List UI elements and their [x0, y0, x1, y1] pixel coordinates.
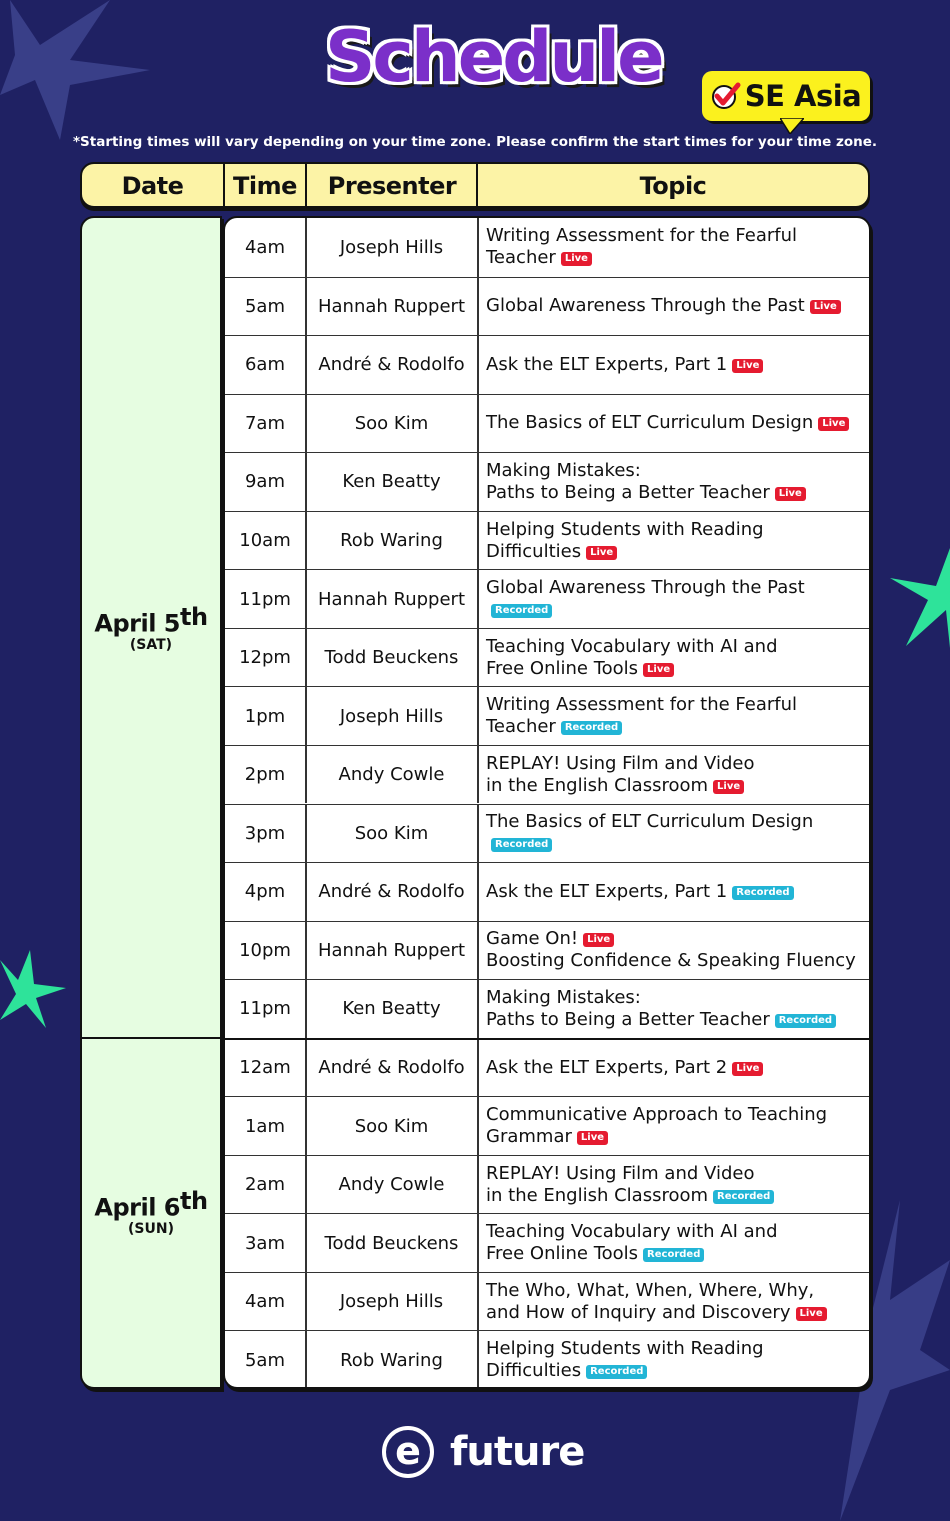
live-badge: Live: [586, 546, 617, 560]
live-badge: Live: [732, 359, 763, 373]
topic-line: Teacher: [486, 247, 556, 269]
table-row: [225, 979, 869, 1038]
session-presenter: Joseph Hills: [339, 1291, 444, 1313]
table-row: [225, 745, 869, 804]
topic-line: Teaching Vocabulary with AI and: [486, 635, 778, 657]
weekday-label: (SAT): [129, 637, 173, 654]
column-header-presenter: Presenter: [327, 172, 457, 200]
star-decoration-top-left: [0, 0, 160, 140]
session-presenter: Joseph Hills: [339, 236, 444, 258]
session-time: 5am: [244, 295, 286, 317]
date-suffix: th: [180, 603, 208, 631]
live-badge: Live: [583, 933, 614, 947]
recorded-badge: Recorded: [775, 1014, 836, 1028]
topic-line: Boosting Confidence & Speaking Fluency: [486, 950, 856, 972]
session-time: 11pm: [239, 998, 291, 1020]
session-presenter: Ken Beatty: [342, 471, 441, 493]
topic-line: Ask the ELT Experts, Part 2: [486, 1056, 728, 1078]
divider: [477, 1040, 479, 1097]
topic-line: and How of Inquiry and Discovery: [486, 1301, 791, 1323]
session-topic: [486, 1097, 866, 1155]
topic-line: Free Online Tools: [486, 1243, 639, 1265]
table-row: [225, 1272, 869, 1331]
topic-line: Ask the ELT Experts, Part 1: [486, 353, 728, 375]
session-presenter: Joseph Hills: [339, 705, 444, 727]
divider: [477, 687, 479, 745]
divider: [477, 1331, 479, 1389]
session-topic: [486, 395, 866, 453]
session-time: 11pm: [239, 588, 291, 610]
session-time: 7am: [244, 412, 286, 434]
live-badge: Live: [713, 780, 744, 794]
session-topic: [486, 1273, 866, 1331]
logo-mark: e: [382, 1426, 434, 1478]
schedule-table: [223, 216, 871, 1389]
region-tag: [702, 71, 870, 121]
topic-line: The Who, What, When, Where, Why,: [486, 1279, 815, 1301]
table-row: [225, 804, 869, 863]
session-topic: [486, 629, 866, 687]
session-topic: [486, 1156, 866, 1214]
session-presenter: Soo Kim: [354, 1115, 429, 1137]
date-cell-day-2: [80, 1037, 222, 1389]
recorded-badge: Recorded: [586, 1365, 647, 1379]
timezone-note: *Starting times will vary depending on your time zone. Please confirm the start times for your time zone.: [72, 134, 878, 150]
session-time: 4am: [244, 1291, 286, 1313]
session-presenter: Todd Beuckens: [324, 1232, 459, 1254]
divider: [477, 1273, 479, 1331]
session-topic: [486, 922, 866, 980]
star-decoration-right-green: [888, 548, 950, 648]
session-time: 12am: [239, 1057, 291, 1079]
session-time: 4am: [244, 236, 286, 258]
divider: [477, 805, 479, 863]
session-topic: [486, 1331, 866, 1389]
session-presenter: Hannah Ruppert: [317, 939, 466, 961]
divider: [477, 395, 479, 453]
session-time: 3pm: [244, 822, 286, 844]
table-row: [225, 511, 869, 570]
divider: [477, 570, 479, 628]
topic-line: Paths to Being a Better Teacher: [486, 1008, 770, 1030]
session-time: 2pm: [244, 764, 286, 786]
divider: [477, 980, 479, 1038]
topic-line: Making Mistakes:: [486, 459, 641, 481]
column-header-date: Date: [121, 172, 184, 200]
table-row: [225, 569, 869, 628]
topic-line: in the English Classroom: [486, 1184, 709, 1206]
recorded-badge: Recorded: [561, 721, 622, 735]
divider: [477, 629, 479, 687]
session-presenter: Andy Cowle: [338, 764, 445, 786]
date-cell-day-1: [80, 216, 222, 1039]
divider: [477, 453, 479, 511]
live-badge: Live: [732, 1062, 763, 1076]
session-time: 1pm: [244, 705, 286, 727]
topic-line: in the English Classroom: [486, 774, 709, 796]
session-topic: [486, 687, 866, 745]
live-badge: Live: [561, 252, 592, 266]
divider: [477, 336, 479, 394]
session-presenter: Todd Beuckens: [324, 647, 459, 669]
session-topic: [486, 278, 866, 336]
date-label: April 6: [94, 1193, 181, 1222]
column-header-topic: Topic: [639, 172, 707, 200]
live-badge: Live: [796, 1307, 827, 1321]
date-label: April 5: [94, 609, 181, 638]
session-time: 6am: [244, 354, 286, 376]
divider: [477, 922, 479, 980]
star-decoration-left-green: [0, 950, 66, 1030]
topic-line: Helping Students with Reading: [486, 1338, 764, 1360]
session-topic: [486, 1040, 866, 1097]
session-presenter: Hannah Ruppert: [317, 295, 466, 317]
logo-text: future: [450, 1429, 585, 1475]
table-row: [225, 628, 869, 687]
session-topic: [486, 980, 866, 1038]
divider: [477, 278, 479, 336]
session-presenter: André & Rodolfo: [318, 354, 465, 376]
table-row: [225, 394, 869, 453]
session-time: 1am: [244, 1115, 286, 1137]
topic-line: REPLAY! Using Film and Video: [486, 752, 755, 774]
table-row: [225, 1213, 869, 1272]
recorded-badge: Recorded: [643, 1248, 704, 1262]
table-row: [225, 921, 869, 980]
session-presenter: Andy Cowle: [338, 1174, 445, 1196]
recorded-badge: Recorded: [713, 1190, 774, 1204]
topic-line: The Basics of ELT Curriculum Design: [486, 811, 814, 833]
session-topic: [486, 218, 866, 277]
topic-line: Game On!: [486, 928, 579, 950]
efuture-logo: [382, 1424, 585, 1482]
table-row: [225, 452, 869, 511]
live-badge: Live: [643, 663, 674, 677]
session-presenter: Soo Kim: [354, 822, 429, 844]
live-badge: Live: [818, 417, 849, 431]
topic-line: The Basics of ELT Curriculum Design: [486, 412, 814, 434]
weekday-label: (SUN): [128, 1221, 174, 1238]
live-badge: Live: [577, 1131, 608, 1145]
table-row: [225, 686, 869, 745]
topic-line: Grammar: [486, 1126, 572, 1148]
divider: [477, 512, 479, 570]
checkmark-icon: [711, 81, 741, 111]
topic-line: Teacher: [486, 716, 556, 738]
speech-tail-icon: [780, 118, 804, 134]
topic-line: Difficulties: [486, 1360, 582, 1382]
session-topic: [486, 453, 866, 511]
table-row: [225, 862, 869, 921]
session-topic: [486, 336, 866, 394]
session-time: 2am: [244, 1174, 286, 1196]
session-presenter: Hannah Ruppert: [317, 588, 466, 610]
topic-line: Teaching Vocabulary with AI and: [486, 1221, 778, 1243]
topic-line: Writing Assessment for the Fearful: [486, 225, 798, 247]
live-badge: Live: [775, 487, 806, 501]
recorded-badge: Recorded: [491, 604, 552, 618]
divider: [477, 1156, 479, 1214]
divider: [477, 1214, 479, 1272]
session-time: 3am: [244, 1232, 286, 1254]
page-title: Schedule: [325, 16, 662, 98]
session-presenter: Soo Kim: [354, 412, 429, 434]
divider: [477, 863, 479, 921]
divider: [477, 1097, 479, 1155]
table-row: [225, 335, 869, 394]
table-row: [225, 1155, 869, 1214]
session-topic: [486, 1214, 866, 1272]
table-row: [225, 218, 869, 277]
table-row: [225, 277, 869, 336]
session-topic: [486, 805, 866, 863]
recorded-badge: Recorded: [491, 838, 552, 852]
topic-line: REPLAY! Using Film and Video: [486, 1162, 755, 1184]
session-topic: [486, 570, 866, 628]
table-header: [80, 162, 870, 208]
topic-line: Global Awareness Through the Past: [486, 577, 805, 599]
table-row: [225, 1330, 869, 1389]
column-header-time: Time: [233, 172, 297, 200]
divider: [477, 218, 479, 277]
session-presenter: Rob Waring: [340, 1349, 443, 1371]
session-time: 4pm: [244, 881, 286, 903]
topic-line: Making Mistakes:: [486, 986, 641, 1008]
live-badge: Live: [810, 300, 841, 314]
table-row: [225, 1096, 869, 1155]
topic-line: Communicative Approach to Teaching: [486, 1104, 828, 1126]
session-topic: [486, 863, 866, 921]
divider: [477, 746, 479, 804]
topic-line: Difficulties: [486, 540, 582, 562]
table-row: [225, 1038, 869, 1097]
topic-line: Helping Students with Reading: [486, 518, 764, 540]
topic-line: Global Awareness Through the Past: [486, 295, 805, 317]
topic-line: Writing Assessment for the Fearful: [486, 694, 798, 716]
session-presenter: André & Rodolfo: [318, 1057, 465, 1079]
date-suffix: th: [180, 1187, 208, 1215]
region-label: SE Asia: [744, 79, 862, 113]
session-time: 9am: [244, 471, 286, 493]
session-presenter: Ken Beatty: [342, 998, 441, 1020]
session-time: 12pm: [239, 647, 291, 669]
session-presenter: Rob Waring: [340, 530, 443, 552]
session-topic: [486, 746, 866, 804]
recorded-badge: Recorded: [732, 886, 793, 900]
session-time: 10am: [239, 530, 291, 552]
session-time: 5am: [244, 1349, 286, 1371]
session-presenter: André & Rodolfo: [318, 881, 465, 903]
session-time: 10pm: [239, 939, 291, 961]
topic-line: Ask the ELT Experts, Part 1: [486, 880, 728, 902]
topic-line: Paths to Being a Better Teacher: [486, 481, 770, 503]
session-topic: [486, 512, 866, 570]
topic-line: Free Online Tools: [486, 657, 639, 679]
